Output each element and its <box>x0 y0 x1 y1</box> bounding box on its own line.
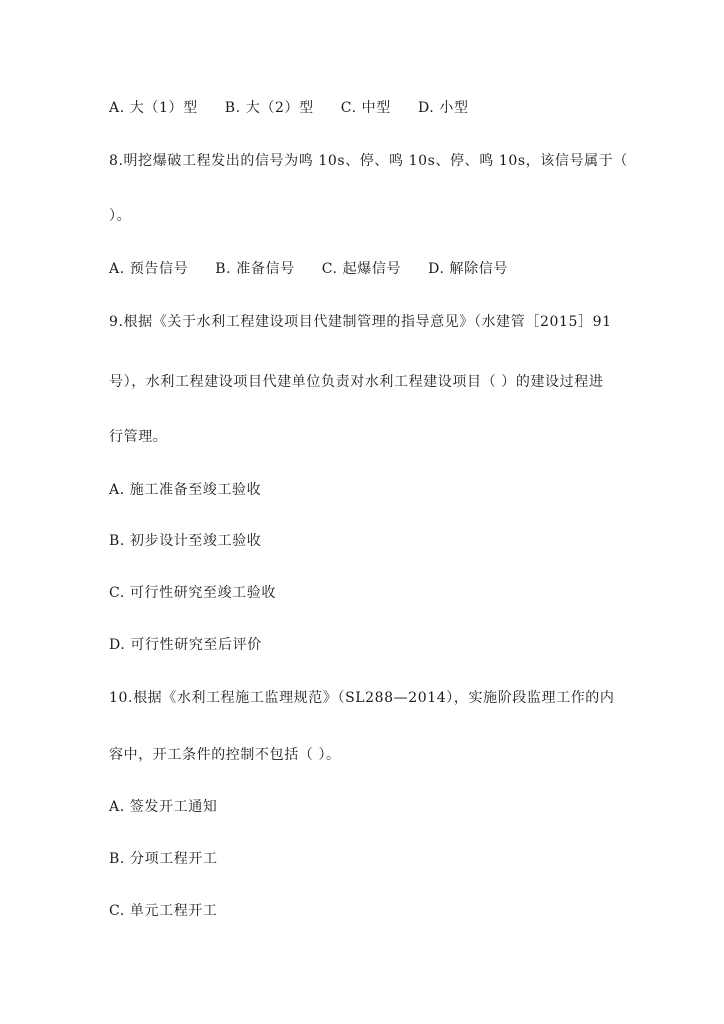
q9-option-c: C. 可行性研究至竣工验收 <box>109 585 276 601</box>
q10-option-b: B. 分项工程开工 <box>109 851 218 867</box>
q9-option-b: B. 初步设计至竣工验收 <box>109 533 262 549</box>
q8-option-a: A. 预告信号 <box>109 261 189 277</box>
q9-stem-line3: 行管理。 <box>109 429 168 445</box>
q7-options <box>109 99 629 117</box>
q8-options <box>109 260 629 278</box>
q7-option-b: B. 大（2）型 <box>224 100 314 116</box>
q7-option-a: A. 大（1）型 <box>109 100 198 116</box>
q10-option-c: C. 单元工程开工 <box>109 903 218 919</box>
q10-stem-line1: 10.根据《水利工程施工监理规范》（SL288—2014），实施阶段监理工作的内 <box>109 690 615 706</box>
q8-option-b: B. 准备信号 <box>215 261 295 277</box>
q7-option-d: D. 小型 <box>417 100 469 116</box>
q10-option-a: A. 签发开工通知 <box>109 799 218 815</box>
q9-option-d: D. 可行性研究至后评价 <box>109 637 262 653</box>
q9-stem-line2: 号），水利工程建设项目代建单位负责对水利工程建设项目（ ）的建设过程进 <box>109 374 604 390</box>
q9-stem-line1: 9.根据《关于水利工程建设项目代建制管理的指导意见》（水建管［2015］91 <box>109 314 612 330</box>
q7-option-c: C. 中型 <box>340 100 391 116</box>
q10-stem-line2: 容中，开工条件的控制不包括（ ）。 <box>109 747 341 763</box>
q8-option-c: C. 起爆信号 <box>321 261 402 277</box>
q8-stem-line1: 8.明挖爆破工程发出的信号为鸣 10s、停、鸣 10s、停、鸣 10s，该信号属于（ <box>109 153 628 169</box>
q8-option-d: D. 解除信号 <box>428 261 508 277</box>
q8-stem-line2: ）。 <box>109 208 132 224</box>
q9-option-a: A. 施工准备至竣工验收 <box>109 482 262 498</box>
